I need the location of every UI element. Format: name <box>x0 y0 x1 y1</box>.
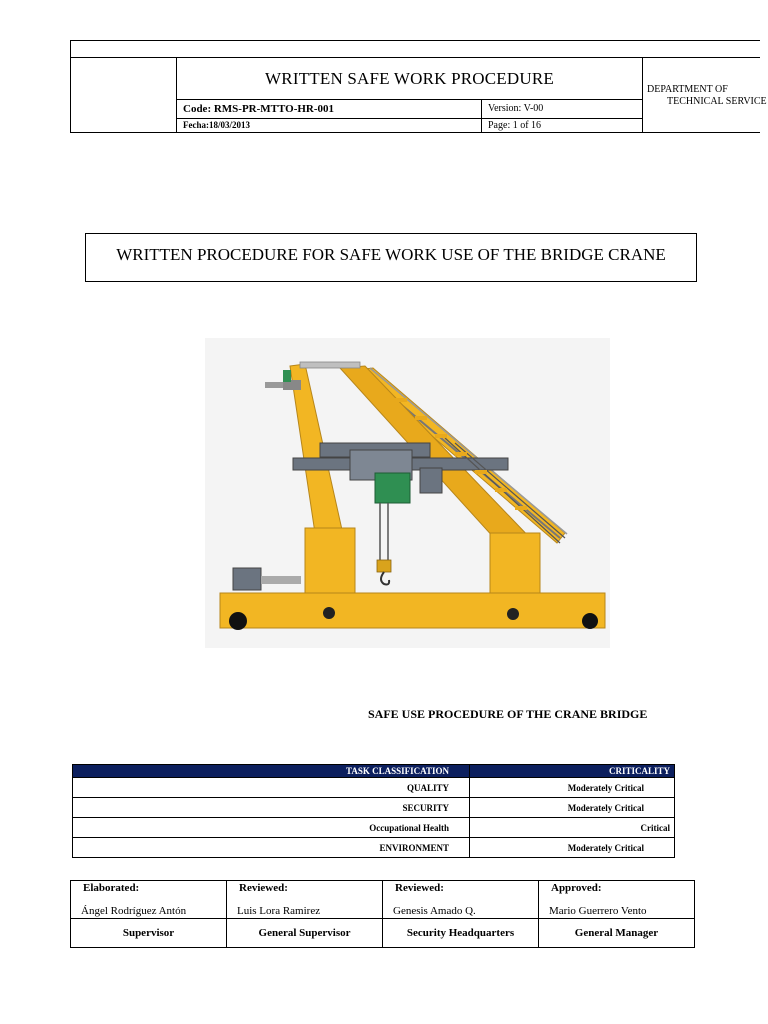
task-cell: Occupational Health <box>73 818 470 838</box>
task-cell: QUALITY <box>73 778 470 798</box>
table-row <box>73 798 675 818</box>
criticality-cell: Moderately Critical <box>470 778 675 798</box>
header-criticality: CRITICALITY <box>470 765 675 778</box>
document-header-title: WRITTEN SAFE WORK PROCEDURE <box>177 58 642 100</box>
table-row <box>73 838 675 858</box>
approval-title: General Supervisor <box>227 919 383 948</box>
header-divider <box>642 58 643 133</box>
approval-role: Reviewed: <box>239 882 288 894</box>
procedure-title: WRITTEN PROCEDURE FOR SAFE WORK USE OF THE BRIDGE CRANE <box>85 233 697 282</box>
page-number: Page: 1 of 16 <box>488 120 542 131</box>
approval-role: Reviewed: <box>395 882 444 894</box>
approval-table <box>70 880 695 948</box>
task-cell: SECURITY <box>73 798 470 818</box>
procedure-subtitle: SAFE USE PROCEDURE OF THE CRANE BRIDGE <box>368 707 648 721</box>
document-date: Fecha:18/03/2013 <box>177 119 482 133</box>
approval-titles-row <box>71 919 695 948</box>
approval-title: Security Headquarters <box>383 919 539 948</box>
approval-cell-elaborated <box>71 881 227 919</box>
approval-title: Supervisor <box>71 919 227 948</box>
logo-cell <box>70 58 177 133</box>
table-row <box>73 778 675 798</box>
approval-role: Elaborated: <box>83 882 140 894</box>
approval-cell-reviewed-2 <box>383 881 539 919</box>
table-row <box>73 818 675 838</box>
document-version: Version: V-00 <box>482 100 642 119</box>
department-label <box>647 84 768 108</box>
approval-cell-approved <box>539 881 695 919</box>
approval-role: Approved: <box>551 882 602 894</box>
document-code: Code: RMS-PR-MTTO-HR-001 <box>177 100 482 119</box>
table-header-row <box>73 765 675 778</box>
approval-name: Genesis Amado Q. <box>393 905 476 917</box>
approval-name: Mario Guerrero Vento <box>549 905 647 917</box>
approval-names-row <box>71 881 695 919</box>
department-line-1: DEPARTMENT OF <box>647 84 728 95</box>
criticality-cell: Critical <box>470 818 675 838</box>
criticality-cell: Moderately Critical <box>470 838 675 858</box>
task-cell: ENVIRONMENT <box>73 838 470 858</box>
header-top-strip <box>70 40 760 58</box>
department-line-2: TECHNICAL SERVICE <box>667 96 767 107</box>
task-classification-table <box>72 764 675 858</box>
approval-name: Luis Lora Ramirez <box>237 905 321 917</box>
header-task-classification: TASK CLASSIFICATION <box>73 765 470 778</box>
approval-title: General Manager <box>539 919 695 948</box>
approval-cell-reviewed-1 <box>227 881 383 919</box>
bridge-crane-image <box>205 338 610 648</box>
approval-name: Ángel Rodríguez Antón <box>81 905 187 917</box>
criticality-cell: Moderately Critical <box>470 798 675 818</box>
